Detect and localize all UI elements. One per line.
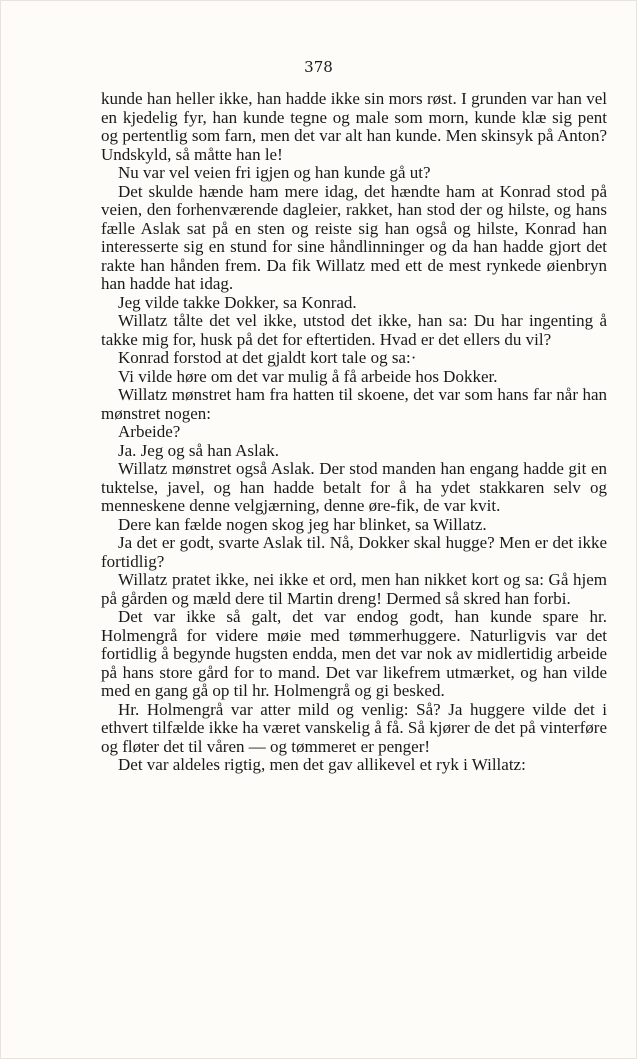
paragraph: Vi vilde høre om det var mulig å få arbeide hos Dokker. (118, 366, 498, 386)
paragraph: kunde han heller ikke, han hadde ikke sin mors røst. I grunden var han vel en kjedelig fyr, han kunde tegne og male som morn, kunde klæ sig pent og pertentlig som farn, men det var alt han kunde. Men skinsyk på Anton? Undskyld, så måtte han le! (101, 89, 607, 164)
paragraph: Dere kan fælde nogen skog jeg har blinket, sa Willatz. (118, 514, 487, 534)
paragraph: Willatz mønstret også Aslak. Der stod manden han engang hadde git en tuktelse, javel, og han hadde betalt for å ha ydet stakkaren selv og menneskene denne velgjærning, denne øre-fik, de var kvit. (101, 459, 607, 515)
paragraph: Hr. Holmengrå var atter mild og venlig: Så? Ja huggere vilde det i ethvert tilfælde ikke ha været vanskelig å få. Så kjører de det på vinterføre og fløter det til våren — og tømmeret er penger! (101, 699, 607, 756)
paragraph: Arbeide? (118, 422, 181, 441)
paragraph: Konrad forstod at det gjaldt kort tale og sa:· (118, 348, 417, 367)
paragraph: Nu var vel veien fri igjen og han kunde gå ut? (118, 163, 431, 182)
page-number: 378 (304, 58, 333, 76)
paragraph: Willatz mønstret ham fra hatten til skoene, det var som hans far når han mønstret nogen: (101, 385, 607, 423)
paragraph: Det skulde hænde ham mere idag, det hændte ham at Konrad stod på veien, den forhenværende dagleier, rakket, han stod der og hilste, og hans fælle Aslak sat på en sten og reiste sig han også og hilste, Konrad han interesserte sig en stund for sine håndlinninger og da han hadde gjort det rakte han hånden frem. Da fik Willatz med ett de mest rynkede øienbryn han hadde hat idag. (101, 181, 607, 293)
body-text (101, 90, 607, 775)
paragraph: Det var aldeles rigtig, men det gav allikevel et ryk i Willatz: (118, 755, 526, 774)
paragraph: Ja. Jeg og så han Aslak. (118, 440, 280, 460)
paragraph: Willatz tålte det vel ikke, utstod det ikke, han sa: Du har ingenting å takke mig for, husk på det for eftertiden. Hvad er det ellers du vil? (101, 311, 607, 349)
paragraph: Det var ikke så galt, det var endog godt, han kunde spare hr. Holmengrå for videre møie med tømmerhuggere. Naturligvis var det fortidlig å begynde hugsten endda, men det var nok av midlertidig arbeide på hans store gård for to mand. Det var likefrem utmærket, og han vilde med en gang gå op til hr. Holmengrå og gi besked. (101, 607, 607, 700)
paragraph: Ja det er godt, svarte Aslak til. Nå, Dokker skal hugge? Men er det ikke fortidlig? (101, 533, 607, 571)
paragraph: Willatz pratet ikke, nei ikke et ord, men han nikket kort og sa: Gå hjem på gården og mæld dere til Martin dreng! Dermed så skred han forbi. (101, 570, 607, 608)
paragraph: Jeg vilde takke Dokker, sa Konrad. (118, 292, 357, 312)
